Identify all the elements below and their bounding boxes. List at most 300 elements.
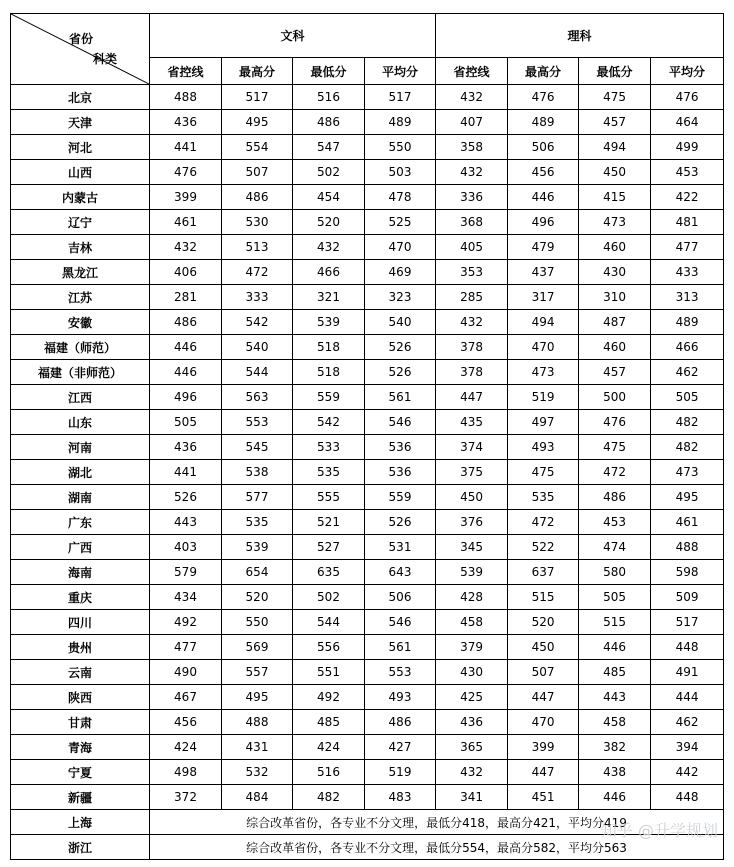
col-header-wen-avg: 平均分 — [365, 58, 436, 85]
score-cell: 457 — [579, 110, 651, 135]
score-cell: 542 — [293, 410, 365, 435]
score-cell: 500 — [579, 385, 651, 410]
score-cell: 517 — [651, 610, 724, 635]
score-cell: 430 — [436, 660, 508, 685]
score-cell: 553 — [222, 410, 293, 435]
score-cell: 488 — [222, 710, 293, 735]
score-cell: 536 — [365, 460, 436, 485]
score-cell: 378 — [436, 335, 508, 360]
score-cell: 437 — [508, 260, 579, 285]
score-cell: 462 — [651, 710, 724, 735]
score-cell: 498 — [150, 760, 222, 785]
col-header-wen-max: 最高分 — [222, 58, 293, 85]
score-cell: 513 — [222, 235, 293, 260]
admission-score-table — [10, 13, 724, 860]
province-cell: 四川 — [11, 610, 150, 635]
score-cell: 405 — [436, 235, 508, 260]
province-cell: 广东 — [11, 510, 150, 535]
score-cell: 406 — [150, 260, 222, 285]
score-cell: 460 — [579, 235, 651, 260]
score-cell: 489 — [651, 310, 724, 335]
score-cell: 550 — [365, 135, 436, 160]
province-cell: 青海 — [11, 735, 150, 760]
score-cell: 475 — [579, 85, 651, 110]
score-cell: 458 — [579, 710, 651, 735]
score-cell: 394 — [651, 735, 724, 760]
score-cell: 530 — [222, 210, 293, 235]
score-cell: 285 — [436, 285, 508, 310]
score-cell: 545 — [222, 435, 293, 460]
table-row — [11, 410, 724, 435]
table-row — [11, 135, 724, 160]
province-cell: 福建（非师范） — [11, 360, 150, 385]
score-cell: 472 — [222, 260, 293, 285]
province-cell: 甘肃 — [11, 710, 150, 735]
score-cell: 379 — [436, 635, 508, 660]
score-cell: 520 — [222, 585, 293, 610]
score-cell: 517 — [365, 85, 436, 110]
score-cell: 473 — [651, 460, 724, 485]
province-cell: 湖北 — [11, 460, 150, 485]
score-cell: 281 — [150, 285, 222, 310]
col-header-li-avg: 平均分 — [651, 58, 724, 85]
score-cell: 456 — [150, 710, 222, 735]
score-cell: 341 — [436, 785, 508, 810]
score-cell: 551 — [293, 660, 365, 685]
diagonal-divider — [11, 14, 149, 84]
score-cell: 375 — [436, 460, 508, 485]
score-cell: 486 — [293, 110, 365, 135]
province-cell: 贵州 — [11, 635, 150, 660]
score-cell: 496 — [508, 210, 579, 235]
score-cell: 488 — [150, 85, 222, 110]
province-cell: 黑龙江 — [11, 260, 150, 285]
table-row — [11, 285, 724, 310]
table-row — [11, 110, 724, 135]
score-cell: 654 — [222, 560, 293, 585]
score-cell: 441 — [150, 460, 222, 485]
province-cell: 河北 — [11, 135, 150, 160]
score-cell: 450 — [579, 160, 651, 185]
table-row — [11, 510, 724, 535]
score-cell: 399 — [508, 735, 579, 760]
score-cell: 520 — [293, 210, 365, 235]
province-cell: 江苏 — [11, 285, 150, 310]
score-cell: 481 — [651, 210, 724, 235]
score-cell: 526 — [365, 360, 436, 385]
score-cell: 447 — [508, 760, 579, 785]
score-cell: 436 — [150, 435, 222, 460]
province-cell: 重庆 — [11, 585, 150, 610]
score-cell: 450 — [508, 635, 579, 660]
score-cell: 382 — [579, 735, 651, 760]
score-cell: 520 — [508, 610, 579, 635]
score-cell: 443 — [150, 510, 222, 535]
score-cell: 464 — [651, 110, 724, 135]
score-cell: 535 — [293, 460, 365, 485]
table-row — [11, 760, 724, 785]
score-cell: 424 — [150, 735, 222, 760]
score-cell: 434 — [150, 585, 222, 610]
score-cell: 475 — [508, 460, 579, 485]
score-cell: 399 — [150, 185, 222, 210]
score-cell: 441 — [150, 135, 222, 160]
score-cell: 433 — [651, 260, 724, 285]
province-cell: 上海 — [11, 810, 150, 835]
score-cell: 532 — [222, 760, 293, 785]
score-cell: 476 — [508, 85, 579, 110]
province-cell: 陕西 — [11, 685, 150, 710]
province-cell: 吉林 — [11, 235, 150, 260]
col-header-li-max: 最高分 — [508, 58, 579, 85]
score-cell: 448 — [651, 635, 724, 660]
province-cell: 北京 — [11, 85, 150, 110]
score-cell: 538 — [222, 460, 293, 485]
score-cell: 432 — [436, 760, 508, 785]
score-cell: 519 — [508, 385, 579, 410]
score-cell: 469 — [365, 260, 436, 285]
score-cell: 526 — [365, 510, 436, 535]
score-cell: 467 — [150, 685, 222, 710]
score-cell: 317 — [508, 285, 579, 310]
score-cell: 522 — [508, 535, 579, 560]
score-cell: 518 — [293, 360, 365, 385]
score-cell: 497 — [508, 410, 579, 435]
score-cell: 502 — [293, 160, 365, 185]
score-cell: 516 — [293, 85, 365, 110]
table-row — [11, 685, 724, 710]
score-cell: 476 — [651, 85, 724, 110]
score-cell: 453 — [651, 160, 724, 185]
score-cell: 432 — [436, 310, 508, 335]
score-cell: 422 — [651, 185, 724, 210]
score-cell: 358 — [436, 135, 508, 160]
score-cell: 476 — [579, 410, 651, 435]
score-cell: 451 — [508, 785, 579, 810]
province-cell: 天津 — [11, 110, 150, 135]
table-row — [11, 610, 724, 635]
table-row — [11, 385, 724, 410]
score-cell: 376 — [436, 510, 508, 535]
score-cell: 561 — [365, 635, 436, 660]
table-row — [11, 160, 724, 185]
corner-header-cell — [11, 14, 150, 85]
score-cell: 505 — [579, 585, 651, 610]
score-cell: 454 — [293, 185, 365, 210]
score-cell: 518 — [293, 335, 365, 360]
score-cell: 517 — [222, 85, 293, 110]
table-row — [11, 535, 724, 560]
table-row — [11, 235, 724, 260]
score-cell: 447 — [508, 685, 579, 710]
score-cell: 535 — [508, 485, 579, 510]
table-row — [11, 210, 724, 235]
score-cell: 519 — [365, 760, 436, 785]
province-cell: 内蒙古 — [11, 185, 150, 210]
score-cell: 474 — [579, 535, 651, 560]
score-cell: 486 — [579, 485, 651, 510]
score-cell: 525 — [365, 210, 436, 235]
score-cell: 540 — [365, 310, 436, 335]
score-cell: 499 — [651, 135, 724, 160]
score-cell: 466 — [293, 260, 365, 285]
score-cell: 446 — [579, 785, 651, 810]
score-cell: 407 — [436, 110, 508, 135]
score-cell: 446 — [508, 185, 579, 210]
score-cell: 477 — [150, 635, 222, 660]
score-cell: 336 — [436, 185, 508, 210]
score-cell: 425 — [436, 685, 508, 710]
score-cell: 473 — [579, 210, 651, 235]
province-cell: 宁夏 — [11, 760, 150, 785]
score-cell: 472 — [508, 510, 579, 535]
score-cell: 485 — [293, 710, 365, 735]
score-cell: 462 — [651, 360, 724, 385]
score-cell: 492 — [293, 685, 365, 710]
score-cell: 531 — [365, 535, 436, 560]
score-cell: 544 — [293, 610, 365, 635]
score-cell: 507 — [222, 160, 293, 185]
score-cell: 461 — [150, 210, 222, 235]
score-cell: 310 — [579, 285, 651, 310]
score-cell: 494 — [508, 310, 579, 335]
score-cell: 432 — [436, 85, 508, 110]
score-cell: 482 — [293, 785, 365, 810]
score-cell: 544 — [222, 360, 293, 385]
score-cell: 447 — [436, 385, 508, 410]
score-cell: 485 — [579, 660, 651, 685]
score-cell: 503 — [365, 160, 436, 185]
score-cell: 540 — [222, 335, 293, 360]
score-cell: 430 — [579, 260, 651, 285]
score-cell: 507 — [508, 660, 579, 685]
score-cell: 486 — [222, 185, 293, 210]
province-cell: 山东 — [11, 410, 150, 435]
province-cell: 浙江 — [11, 835, 150, 860]
score-cell: 442 — [651, 760, 724, 785]
score-cell: 494 — [579, 135, 651, 160]
score-cell: 487 — [579, 310, 651, 335]
score-cell: 321 — [293, 285, 365, 310]
score-cell: 490 — [150, 660, 222, 685]
score-cell: 509 — [651, 585, 724, 610]
score-cell: 345 — [436, 535, 508, 560]
score-cell: 428 — [436, 585, 508, 610]
table-row — [11, 185, 724, 210]
score-cell: 577 — [222, 485, 293, 510]
score-cell: 559 — [293, 385, 365, 410]
table-row — [11, 360, 724, 385]
watermark: 知乎 @升学规划 — [600, 821, 718, 840]
score-cell: 515 — [508, 585, 579, 610]
score-cell: 436 — [436, 710, 508, 735]
score-cell: 374 — [436, 435, 508, 460]
score-cell: 539 — [222, 535, 293, 560]
score-cell: 550 — [222, 610, 293, 635]
score-cell: 542 — [222, 310, 293, 335]
score-cell: 515 — [579, 610, 651, 635]
score-cell: 516 — [293, 760, 365, 785]
group-header-like: 理科 — [436, 14, 724, 58]
score-cell: 444 — [651, 685, 724, 710]
table-row — [11, 260, 724, 285]
province-cell: 广西 — [11, 535, 150, 560]
col-header-li-control: 省控线 — [436, 58, 508, 85]
table-row — [11, 460, 724, 485]
table-row — [11, 435, 724, 460]
score-cell: 489 — [365, 110, 436, 135]
score-cell: 470 — [508, 710, 579, 735]
province-cell: 山西 — [11, 160, 150, 185]
score-cell: 458 — [436, 610, 508, 635]
score-cell: 415 — [579, 185, 651, 210]
table-body — [11, 85, 724, 860]
score-cell: 533 — [293, 435, 365, 460]
score-cell: 457 — [579, 360, 651, 385]
reform-note-cell: 综合改革省份，各专业不分文理，最低分418，最高分421，平均分419 — [150, 810, 724, 835]
score-cell: 502 — [293, 585, 365, 610]
corner-label-category: 科类 — [93, 52, 118, 66]
score-cell: 443 — [579, 685, 651, 710]
score-cell: 323 — [365, 285, 436, 310]
table-row — [11, 85, 724, 110]
score-cell: 492 — [150, 610, 222, 635]
score-cell: 450 — [436, 485, 508, 510]
score-cell: 486 — [150, 310, 222, 335]
score-cell: 446 — [579, 635, 651, 660]
score-cell: 493 — [508, 435, 579, 460]
score-cell: 547 — [293, 135, 365, 160]
table-row — [11, 735, 724, 760]
score-cell: 479 — [508, 235, 579, 260]
score-cell: 539 — [436, 560, 508, 585]
score-cell: 477 — [651, 235, 724, 260]
score-cell: 461 — [651, 510, 724, 535]
col-header-wen-control: 省控线 — [150, 58, 222, 85]
score-cell: 472 — [579, 460, 651, 485]
score-cell: 598 — [651, 560, 724, 585]
score-cell: 579 — [150, 560, 222, 585]
score-cell: 466 — [651, 335, 724, 360]
province-cell: 辽宁 — [11, 210, 150, 235]
score-cell: 432 — [436, 160, 508, 185]
table-row — [11, 660, 724, 685]
score-cell: 313 — [651, 285, 724, 310]
score-cell: 496 — [150, 385, 222, 410]
corner-label-province: 省份 — [69, 32, 94, 46]
score-cell: 489 — [508, 110, 579, 135]
score-cell: 424 — [293, 735, 365, 760]
table-row — [11, 585, 724, 610]
province-cell: 福建（师范） — [11, 335, 150, 360]
score-cell: 435 — [436, 410, 508, 435]
score-cell: 491 — [651, 660, 724, 685]
score-cell: 378 — [436, 360, 508, 385]
score-cell: 333 — [222, 285, 293, 310]
score-cell: 436 — [150, 110, 222, 135]
score-cell: 495 — [222, 685, 293, 710]
score-cell: 484 — [222, 785, 293, 810]
score-cell: 403 — [150, 535, 222, 560]
province-cell: 湖南 — [11, 485, 150, 510]
score-cell: 478 — [365, 185, 436, 210]
score-cell: 563 — [222, 385, 293, 410]
score-cell: 526 — [150, 485, 222, 510]
score-cell: 493 — [365, 685, 436, 710]
score-cell: 365 — [436, 735, 508, 760]
score-cell: 446 — [150, 360, 222, 385]
score-cell: 561 — [365, 385, 436, 410]
score-cell: 527 — [293, 535, 365, 560]
score-cell: 482 — [651, 410, 724, 435]
province-cell: 云南 — [11, 660, 150, 685]
score-cell: 546 — [365, 610, 436, 635]
score-cell: 473 — [508, 360, 579, 385]
col-header-li-min: 最低分 — [579, 58, 651, 85]
score-cell: 456 — [508, 160, 579, 185]
score-cell: 569 — [222, 635, 293, 660]
score-cell: 475 — [579, 435, 651, 460]
score-cell: 495 — [651, 485, 724, 510]
score-cell: 556 — [293, 635, 365, 660]
province-cell: 新疆 — [11, 785, 150, 810]
table-row — [11, 635, 724, 660]
score-cell: 446 — [150, 335, 222, 360]
score-cell: 557 — [222, 660, 293, 685]
score-cell: 553 — [365, 660, 436, 685]
score-cell: 505 — [651, 385, 724, 410]
score-cell: 486 — [365, 710, 436, 735]
score-cell: 554 — [222, 135, 293, 160]
score-cell: 506 — [365, 585, 436, 610]
reform-note-cell: 综合改革省份，各专业不分文理，最低分554，最高分582，平均分563 — [150, 835, 724, 860]
score-cell: 483 — [365, 785, 436, 810]
score-cell: 438 — [579, 760, 651, 785]
score-cell: 555 — [293, 485, 365, 510]
table-row — [11, 710, 724, 735]
score-cell: 580 — [579, 560, 651, 585]
score-cell: 368 — [436, 210, 508, 235]
table-row — [11, 335, 724, 360]
score-cell: 488 — [651, 535, 724, 560]
score-cell: 635 — [293, 560, 365, 585]
score-cell: 453 — [579, 510, 651, 535]
score-cell: 431 — [222, 735, 293, 760]
table-row — [11, 560, 724, 585]
score-cell: 470 — [508, 335, 579, 360]
province-cell: 河南 — [11, 435, 150, 460]
score-cell: 637 — [508, 560, 579, 585]
score-cell: 495 — [222, 110, 293, 135]
score-cell: 353 — [436, 260, 508, 285]
score-cell: 372 — [150, 785, 222, 810]
score-cell: 505 — [150, 410, 222, 435]
col-header-wen-min: 最低分 — [293, 58, 365, 85]
group-header-wenke: 文科 — [150, 14, 436, 58]
score-cell: 482 — [651, 435, 724, 460]
score-cell: 526 — [365, 335, 436, 360]
province-cell: 安徽 — [11, 310, 150, 335]
table-row — [11, 785, 724, 810]
score-cell: 535 — [222, 510, 293, 535]
score-cell: 448 — [651, 785, 724, 810]
score-cell: 460 — [579, 335, 651, 360]
table-row — [11, 310, 724, 335]
score-cell: 539 — [293, 310, 365, 335]
score-cell: 432 — [293, 235, 365, 260]
score-cell: 470 — [365, 235, 436, 260]
score-cell: 521 — [293, 510, 365, 535]
